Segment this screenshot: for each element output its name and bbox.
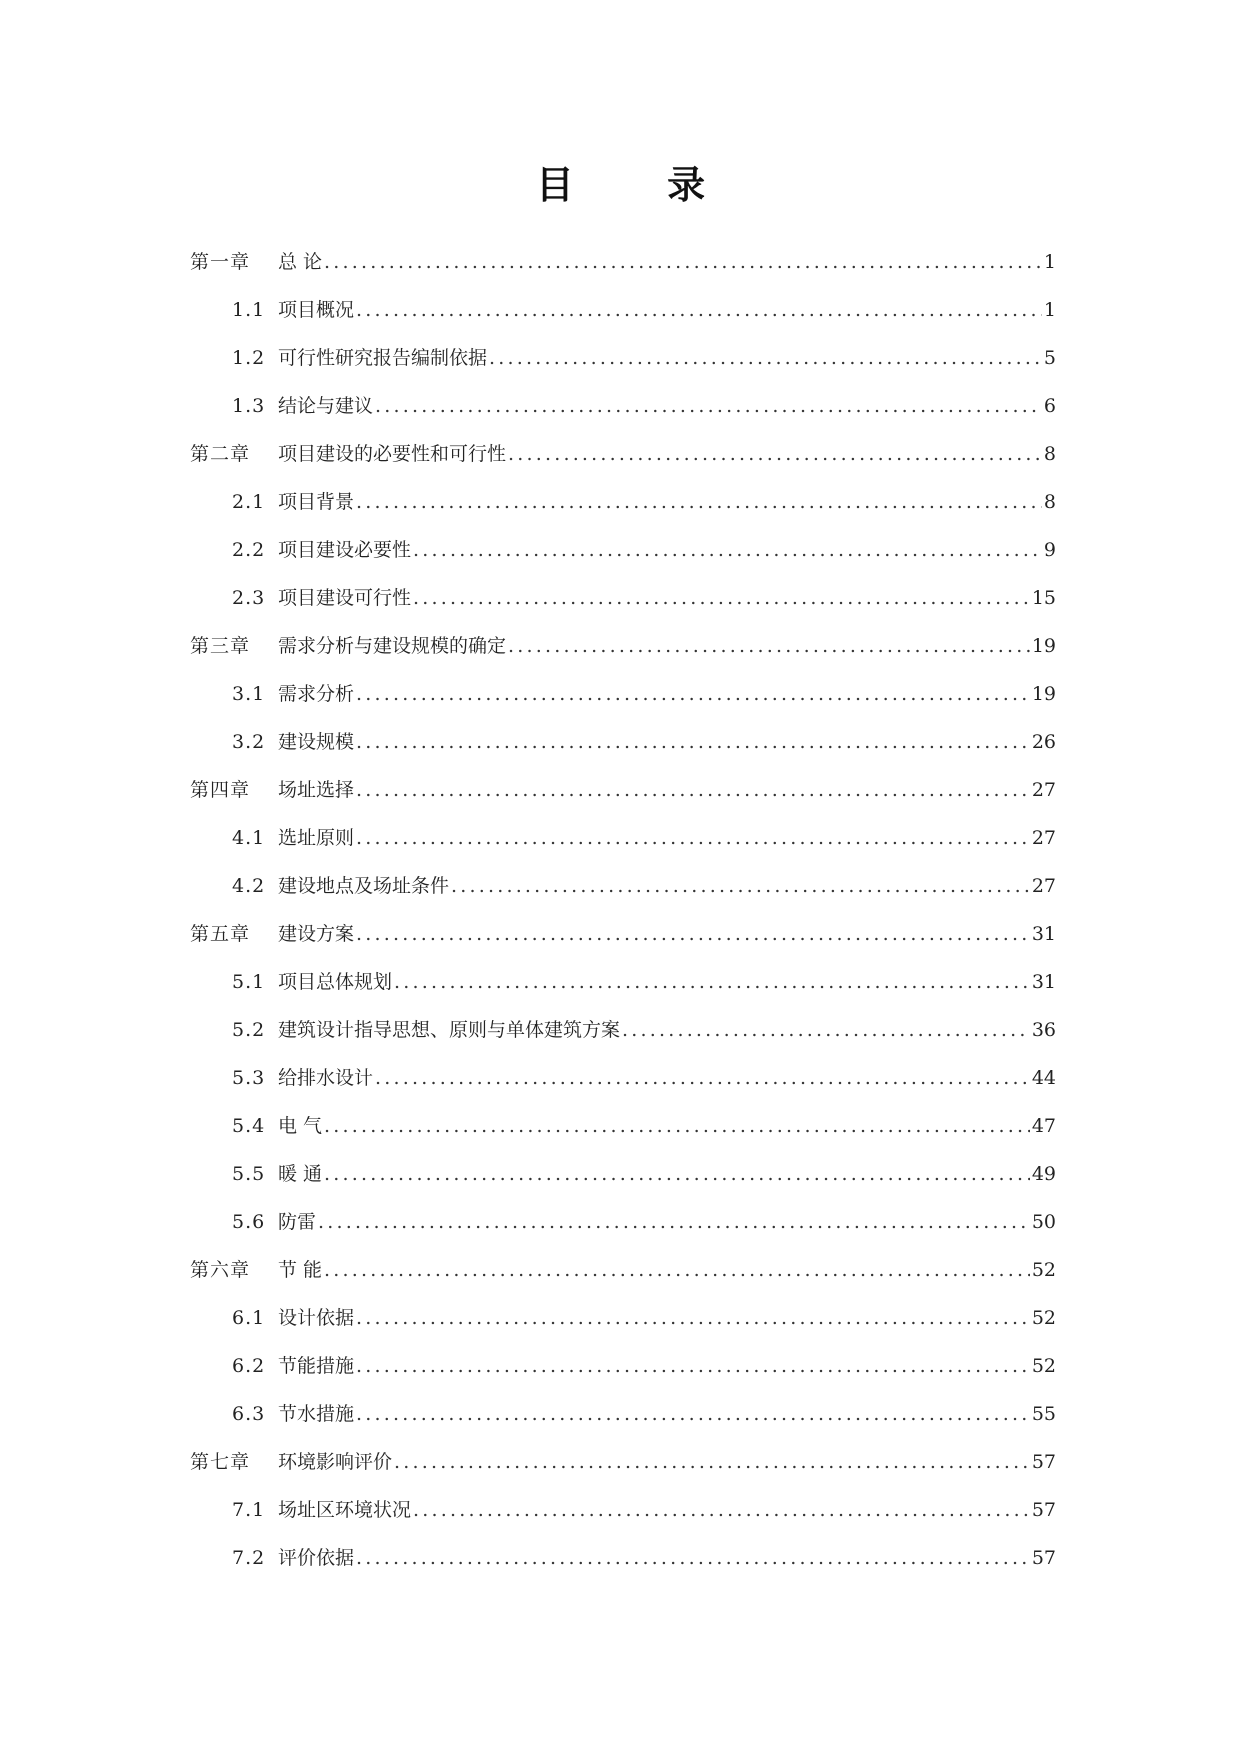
toc-entry-number: 5.2 [232,1019,266,1041]
toc-entry-title: 结论与建议 [278,395,374,417]
toc-entry-number: 3.2 [232,731,266,753]
toc-section-entry[interactable] [190,581,1056,629]
toc-entry-number: 5.5 [232,1163,266,1185]
toc-page-number: 8 [1043,491,1056,513]
toc-section-entry[interactable] [190,1157,1056,1205]
toc-section-entry[interactable] [190,1013,1056,1061]
toc-page-number: 57 [1031,1499,1056,1521]
toc-chapter-entry[interactable] [190,245,1056,293]
toc-entry-title: 节 能 [278,1259,323,1281]
toc-section-entry[interactable] [190,533,1056,581]
toc-entry-number: 5.1 [232,971,266,993]
toc-dot-leader [324,1109,1030,1143]
toc-section-entry[interactable] [190,677,1056,725]
toc-entry-title: 场址选择 [278,779,355,801]
toc-page-number: 55 [1031,1403,1056,1425]
toc-dot-leader [375,1061,1030,1095]
toc-entry-number: 6.2 [232,1355,266,1377]
toc-section-entry[interactable] [190,485,1056,533]
toc-entry-title: 可行性研究报告编制依据 [278,347,488,369]
toc-entry-title: 环境影响评价 [278,1451,393,1473]
toc-entry-number: 6.1 [232,1307,266,1329]
toc-dot-leader [394,965,1030,999]
toc-chapter-entry[interactable] [190,437,1056,485]
toc-page-number: 52 [1031,1259,1056,1281]
toc-page-number: 26 [1031,731,1056,753]
toc-dot-leader [356,917,1030,951]
toc-entry-title: 项目建设的必要性和可行性 [278,443,507,465]
toc-page-number: 57 [1031,1451,1056,1473]
toc-dot-leader [356,1301,1030,1335]
toc-page-number: 31 [1031,923,1056,945]
toc-dot-leader [394,1445,1030,1479]
toc-dot-leader [489,341,1042,375]
toc-entry-number: 4.1 [232,827,266,849]
toc-section-entry[interactable] [190,821,1056,869]
toc-section-entry[interactable] [190,1205,1056,1253]
toc-section-entry[interactable] [190,1493,1056,1541]
toc-page-number: 1 [1043,251,1056,273]
toc-entry-number: 2.3 [232,587,266,609]
toc-entry-title: 项目背景 [278,491,355,513]
toc-title: 目 录 [535,163,746,207]
toc-entry-number: 5.4 [232,1115,266,1137]
toc-entry-title: 节能措施 [278,1355,355,1377]
toc-section-entry[interactable] [190,725,1056,773]
toc-dot-leader [318,1205,1030,1239]
toc-entry-number: 1.3 [232,395,266,417]
toc-chapter-entry[interactable] [190,773,1056,821]
toc-dot-leader [356,1541,1030,1575]
toc-section-entry[interactable] [190,389,1056,437]
toc-page-number: 1 [1043,299,1056,321]
toc-section-entry[interactable] [190,293,1056,341]
toc-page-number: 15 [1031,587,1056,609]
toc-section-entry[interactable] [190,1109,1056,1157]
toc-entry-title: 建设地点及场址条件 [278,875,450,897]
toc-entry-title: 需求分析与建设规模的确定 [278,635,507,657]
toc-page-number: 19 [1031,683,1056,705]
toc-section-entry[interactable] [190,1061,1056,1109]
toc-section-entry[interactable] [190,1397,1056,1445]
toc-page-number: 9 [1043,539,1056,561]
toc-entry-number: 第七章 [190,1451,251,1473]
toc-page-number: 5 [1043,347,1056,369]
toc-entry-title: 选址原则 [278,827,355,849]
toc-section-entry[interactable] [190,341,1056,389]
toc-section-entry[interactable] [190,965,1056,1013]
toc-entry-number: 第四章 [190,779,251,801]
toc-entry-number: 1.1 [232,299,266,321]
toc-page-number: 31 [1031,971,1056,993]
toc-page-number: 27 [1031,875,1056,897]
toc-page-number: 27 [1031,827,1056,849]
toc-entry-number: 6.3 [232,1403,266,1425]
toc-chapter-entry[interactable] [190,629,1056,677]
toc-dot-leader [356,821,1030,855]
toc-page-number: 50 [1031,1211,1056,1233]
toc-page-number: 52 [1031,1307,1056,1329]
toc-page-number: 52 [1031,1355,1056,1377]
toc-dot-leader [356,773,1030,807]
toc-dot-leader [324,245,1042,279]
toc-dot-leader [413,581,1030,615]
toc-entry-number: 第六章 [190,1259,251,1281]
toc-entry-number: 7.2 [232,1547,266,1569]
toc-entry-number: 3.1 [232,683,266,705]
toc-entry-number: 5.3 [232,1067,266,1089]
toc-chapter-entry[interactable] [190,1253,1056,1301]
toc-dot-leader [356,293,1042,327]
toc-chapter-entry[interactable] [190,1445,1056,1493]
toc-entry-number: 第一章 [190,251,251,273]
toc-entry-title: 建设方案 [278,923,355,945]
toc-section-entry[interactable] [190,1349,1056,1397]
toc-list [190,245,1056,1589]
toc-entry-number: 第三章 [190,635,251,657]
toc-dot-leader [413,533,1042,567]
toc-page-number: 57 [1031,1547,1056,1569]
toc-entry-title: 建筑设计指导思想、原则与单体建筑方案 [278,1019,621,1041]
toc-section-entry[interactable] [190,869,1056,917]
toc-entry-title: 电 气 [278,1115,323,1137]
toc-entry-title: 需求分析 [278,683,355,705]
toc-entry-number: 7.1 [232,1499,266,1521]
toc-dot-leader [413,1493,1030,1527]
toc-dot-leader [356,1349,1030,1383]
toc-dot-leader [451,869,1030,903]
toc-entry-number: 第五章 [190,923,251,945]
toc-entry-title: 场址区环境状况 [278,1499,412,1521]
toc-page-number: 19 [1031,635,1056,657]
toc-dot-leader [508,437,1042,471]
toc-entry-number: 第二章 [190,443,251,465]
toc-entry-title: 项目概况 [278,299,355,321]
toc-page-number: 49 [1031,1163,1056,1185]
toc-dot-leader [622,1013,1030,1047]
toc-page-number: 36 [1031,1019,1056,1041]
toc-section-entry[interactable] [190,1541,1056,1589]
toc-entry-title: 防雷 [278,1211,317,1233]
toc-chapter-entry[interactable] [190,917,1056,965]
toc-page-number: 44 [1031,1067,1056,1089]
toc-page-number: 6 [1043,395,1056,417]
toc-entry-title: 总 论 [278,251,323,273]
toc-section-entry[interactable] [190,1301,1056,1349]
toc-dot-leader [324,1253,1030,1287]
toc-entry-number: 4.2 [232,875,266,897]
toc-entry-title: 项目建设必要性 [278,539,412,561]
toc-entry-title: 给排水设计 [278,1067,374,1089]
toc-dot-leader [356,485,1042,519]
toc-dot-leader [324,1157,1030,1191]
toc-dot-leader [356,677,1030,711]
toc-dot-leader [356,725,1030,759]
toc-page-number: 27 [1031,779,1056,801]
toc-entry-title: 节水措施 [278,1403,355,1425]
toc-dot-leader [508,629,1030,663]
toc-dot-leader [356,1397,1030,1431]
toc-page-number: 8 [1043,443,1056,465]
toc-entry-number: 1.2 [232,347,266,369]
toc-entry-title: 项目建设可行性 [278,587,412,609]
toc-dot-leader [375,389,1042,423]
toc-entry-title: 设计依据 [278,1307,355,1329]
toc-entry-title: 评价依据 [278,1547,355,1569]
toc-entry-title: 暖 通 [278,1163,323,1185]
toc-entry-number: 5.6 [232,1211,266,1233]
toc-entry-title: 建设规模 [278,731,355,753]
toc-entry-number: 2.1 [232,491,266,513]
toc-page-number: 47 [1031,1115,1056,1137]
toc-entry-title: 项目总体规划 [278,971,393,993]
toc-entry-number: 2.2 [232,539,266,561]
